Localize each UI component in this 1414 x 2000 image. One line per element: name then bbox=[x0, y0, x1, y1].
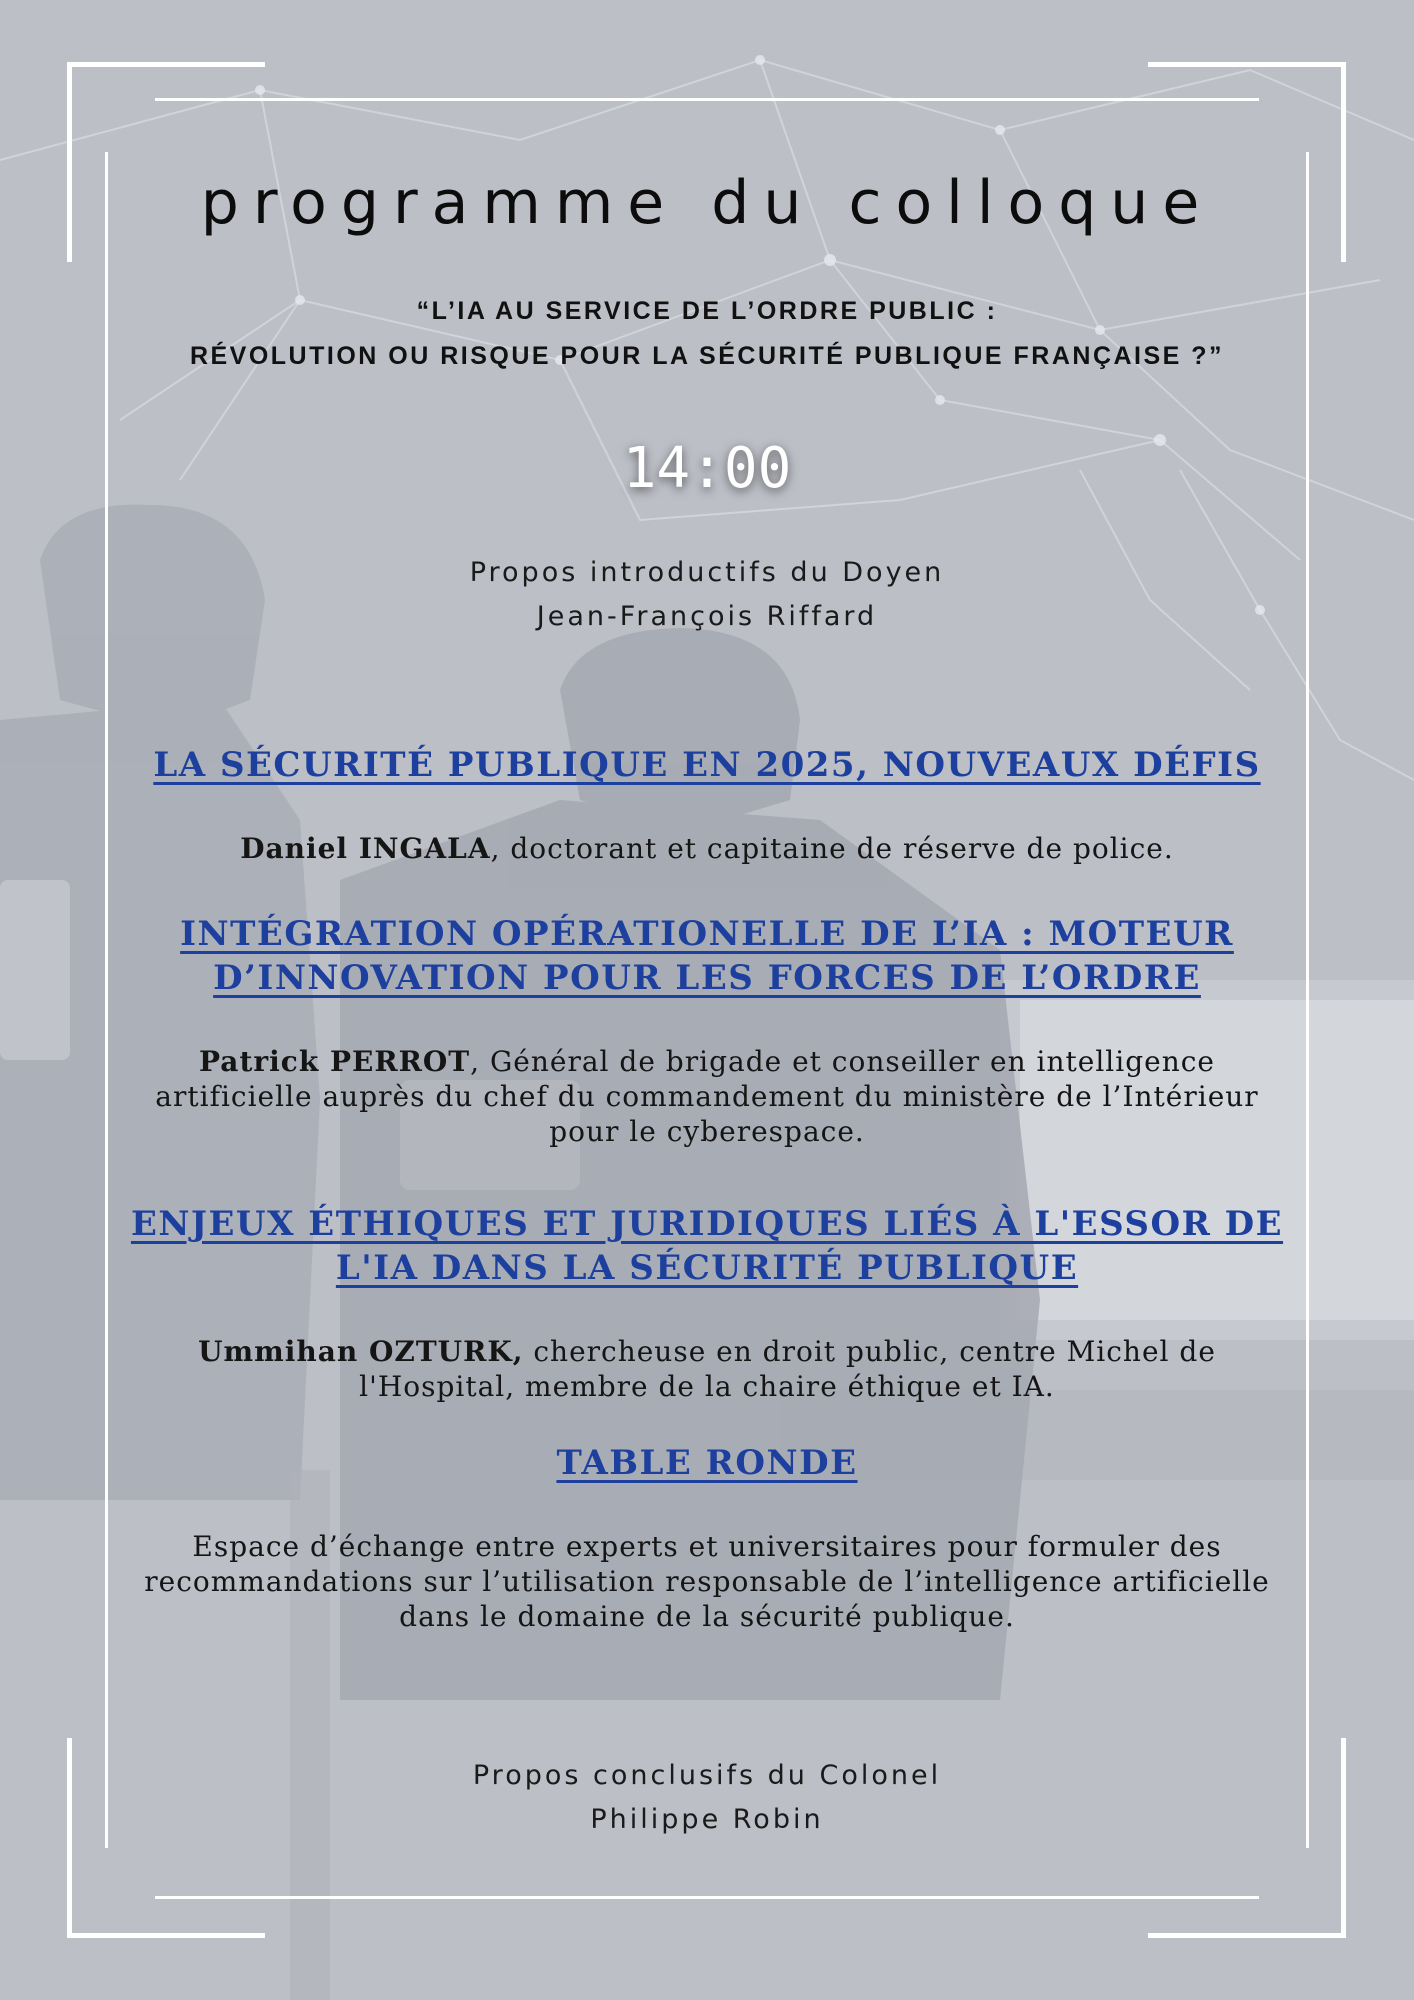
speaker-3-desc: chercheuse en droit public, centre Michel de l'Hospital, membre de la chaire éthique et IA. bbox=[359, 1335, 1216, 1403]
speaker-3 bbox=[130, 1334, 1284, 1404]
speaker-1 bbox=[130, 831, 1284, 866]
section-title-3 bbox=[100, 1202, 1314, 1290]
subtitle-line-1: “L’IA AU SERVICE DE L’ORDRE PUBLIC : bbox=[416, 297, 998, 325]
section-title-2 bbox=[100, 912, 1314, 1000]
outro-line-2: Philippe Robin bbox=[590, 1804, 824, 1835]
intro-line-2: Jean-François Riffard bbox=[536, 601, 878, 632]
section-title-2-line-2: D’INNOVATION POUR LES FORCES DE L’ORDRE bbox=[213, 958, 1201, 998]
intro-line-1: Propos introductifs du Doyen bbox=[469, 557, 945, 588]
section-title-4-line-1: TABLE RONDE bbox=[556, 1443, 858, 1483]
page-title: programme du colloque bbox=[200, 168, 1214, 238]
section-title-1-line-1: LA SÉCURITÉ PUBLIQUE EN 2025, NOUVEAUX DÉFIS bbox=[153, 745, 1261, 785]
round-table-desc: Espace d’échange entre experts et universitaires pour formuler des recommandations sur l’utilisation responsable de l’intelligence artificielle dans le domaine de la sécurité publique. bbox=[144, 1530, 1270, 1633]
subtitle-line-2: RÉVOLUTION OU RISQUE POUR LA SÉCURITÉ PUBLIQUE FRANÇAISE ?” bbox=[189, 342, 1225, 370]
speaker-3-name: Ummihan OZTURK, bbox=[198, 1335, 524, 1368]
speaker-1-name: Daniel INGALA bbox=[240, 832, 491, 865]
speaker-2-desc: , Général de brigade et conseiller en intelligence artificielle auprès du chef du commandement du ministère de l’Intérieur pour le cyberespace. bbox=[155, 1045, 1259, 1148]
section-title-4 bbox=[100, 1441, 1314, 1485]
speaker-2 bbox=[130, 1044, 1284, 1149]
section-title-1 bbox=[100, 743, 1314, 787]
speaker-1-desc: , doctorant et capitaine de réserve de police. bbox=[490, 832, 1174, 865]
section-title-3-line-2: L'IA DANS LA SÉCURITÉ PUBLIQUE bbox=[335, 1248, 1079, 1288]
speaker-2-name: Patrick PERROT bbox=[199, 1045, 471, 1078]
start-time: 14:00 bbox=[622, 436, 792, 501]
outro-line-1: Propos conclusifs du Colonel bbox=[472, 1760, 942, 1791]
section-title-2-line-1: INTÉGRATION OPÉRATIONELLE DE L’IA : MOTEUR bbox=[180, 914, 1234, 954]
section-title-3-line-1: ENJEUX ÉTHIQUES ET JURIDIQUES LIÉS À L'ESSOR DE bbox=[130, 1204, 1284, 1244]
